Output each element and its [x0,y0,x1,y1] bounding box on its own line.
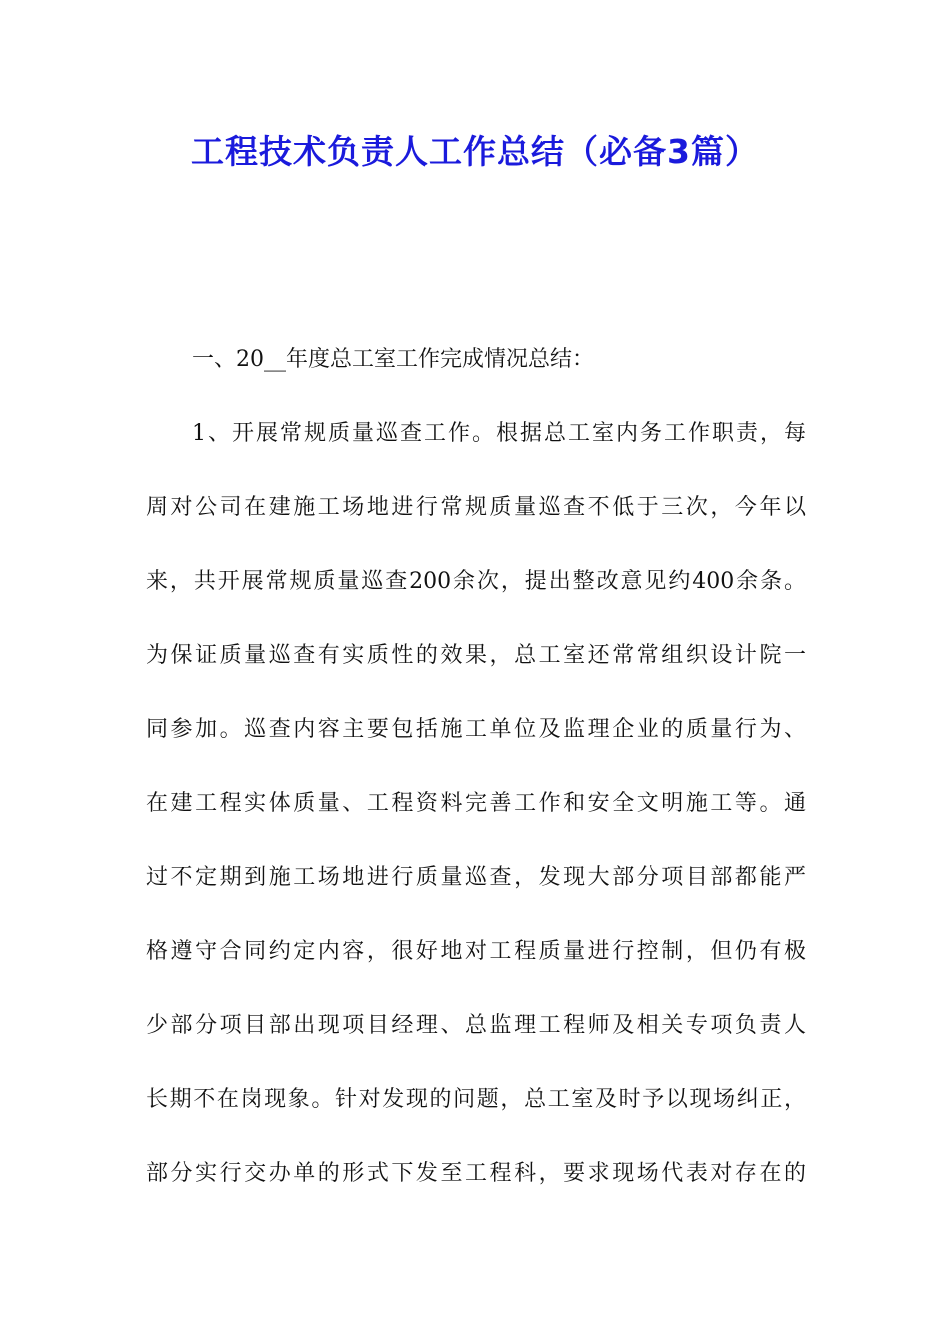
paragraph-line: 在建工程实体质量、工程资料完善工作和安全文明施工等。通 [146,791,806,816]
document-title: 工程技术负责人工作总结（必备3篇） [191,132,759,171]
paragraph-line: 少部分项目部出现项目经理、总监理工程师及相关专项负责人 [146,1013,806,1038]
section-heading: 一、20__年度总工室工作完成情况总结： [192,347,594,372]
paragraph-line: 1、开展常规质量巡查工作。根据总工室内务工作职责，每 [192,421,806,446]
paragraph-line: 为保证质量巡查有实质性的效果，总工室还常常组织设计院一 [146,643,806,668]
paragraph-line: 来，共开展常规质量巡查200余次，提出整改意见约400余条。 [146,569,806,594]
paragraph-line: 同参加。巡查内容主要包括施工单位及监理企业的质量行为、 [146,717,806,742]
paragraph-line: 周对公司在建施工场地进行常规质量巡查不低于三次，今年以 [146,495,806,520]
paragraph-line: 过不定期到施工场地进行质量巡查，发现大部分项目部都能严 [146,865,806,890]
paragraph-line: 长期不在岗现象。针对发现的问题，总工室及时予以现场纠正， [146,1087,806,1112]
paragraph-line: 部分实行交办单的形式下发至工程科，要求现场代表对存在的 [146,1161,806,1186]
paragraph-line: 格遵守合同约定内容，很好地对工程质量进行控制，但仍有极 [146,939,806,964]
